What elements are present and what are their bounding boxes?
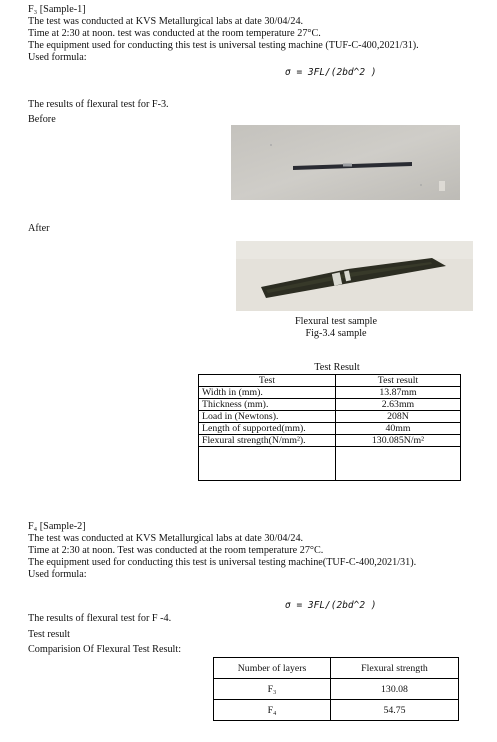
comparison-heading: Comparision Of Flexural Test Result: — [28, 644, 182, 655]
table-row — [214, 679, 459, 700]
sample2-formula: σ = 3FL/(2bd^2 ) — [285, 600, 377, 611]
sample1-heading: F₃ [Sample-1] — [28, 4, 86, 15]
after-sample-photo — [236, 241, 473, 311]
result-param: Length of supported(mm). — [199, 423, 336, 435]
comparison-table — [213, 657, 459, 721]
table-row — [199, 411, 461, 423]
photo-caption-2: Fig-3.4 sample — [305, 328, 367, 339]
sample1-results-line: The results of flexural test for F-3. — [28, 99, 169, 110]
photo-caption-1: Flexural test sample — [294, 316, 378, 327]
table-row — [214, 700, 459, 721]
table-row-empty — [199, 447, 461, 481]
result-value: 40mm — [336, 423, 461, 435]
result-table — [198, 374, 461, 481]
result-table-header-row — [199, 375, 461, 387]
result-value: 208N — [336, 411, 461, 423]
sample2-heading: F₄ [Sample-2] — [28, 521, 86, 532]
table-row — [199, 423, 461, 435]
result-param: Thickness (mm). — [199, 399, 336, 411]
comparison-strength: 54.75 — [331, 700, 459, 721]
result-value: 130.085N/m² — [336, 435, 461, 447]
sample2-results-line: The results of flexural test for F -4. — [28, 613, 172, 624]
result-header-value: Test result — [336, 375, 461, 387]
sample1-line-2: Time at 2:30 at noon. test was conducted at the room temperature 27°C. — [28, 28, 321, 39]
sample1-line-4: Used formula: — [28, 52, 87, 63]
sample2-line-3: The equipment used for conducting this test is universal testing machine(TUF-C-400,2021/31). — [28, 557, 417, 568]
comparison-header-row — [214, 658, 459, 679]
before-sample-photo — [231, 125, 460, 200]
result-param: Width in (mm). — [199, 387, 336, 399]
sample1-formula: σ = 3FL/(2bd^2 ) — [285, 67, 377, 78]
result-param: Flexural strength(N/mm²). — [199, 435, 336, 447]
sample2-line-4: Used formula: — [28, 569, 87, 580]
comparison-layer: F₃ — [214, 679, 331, 700]
comparison-header-layers: Number of layers — [214, 658, 331, 679]
comparison-strength: 130.08 — [331, 679, 459, 700]
sample1-line-1: The test was conducted at KVS Metallurgical labs at date 30/04/24. — [28, 16, 304, 27]
sample2-line-2: Time at 2:30 at noon. Test was conducted at the room temperature 27°C. — [28, 545, 324, 556]
table-row — [199, 399, 461, 411]
comparison-header-strength: Flexural strength — [331, 658, 459, 679]
table-row — [199, 387, 461, 399]
result-value: 2.63mm — [336, 399, 461, 411]
before-label: Before — [28, 114, 56, 125]
table-row — [199, 435, 461, 447]
result-value: 13.87mm — [336, 387, 461, 399]
sample2-line-1: The test was conducted at KVS Metallurgical labs at date 30/04/24. — [28, 533, 304, 544]
sample1-line-3: The equipment used for conducting this test is universal testing machine (TUF-C-400,2021/31). — [28, 40, 419, 51]
result-table-title: Test Result — [314, 362, 360, 373]
result-param: Load in (Newtons). — [199, 411, 336, 423]
comparison-layer: F₄ — [214, 700, 331, 721]
sample2-test-result-line: Test result — [28, 629, 71, 640]
after-label: After — [28, 223, 50, 234]
result-header-test: Test — [199, 375, 336, 387]
